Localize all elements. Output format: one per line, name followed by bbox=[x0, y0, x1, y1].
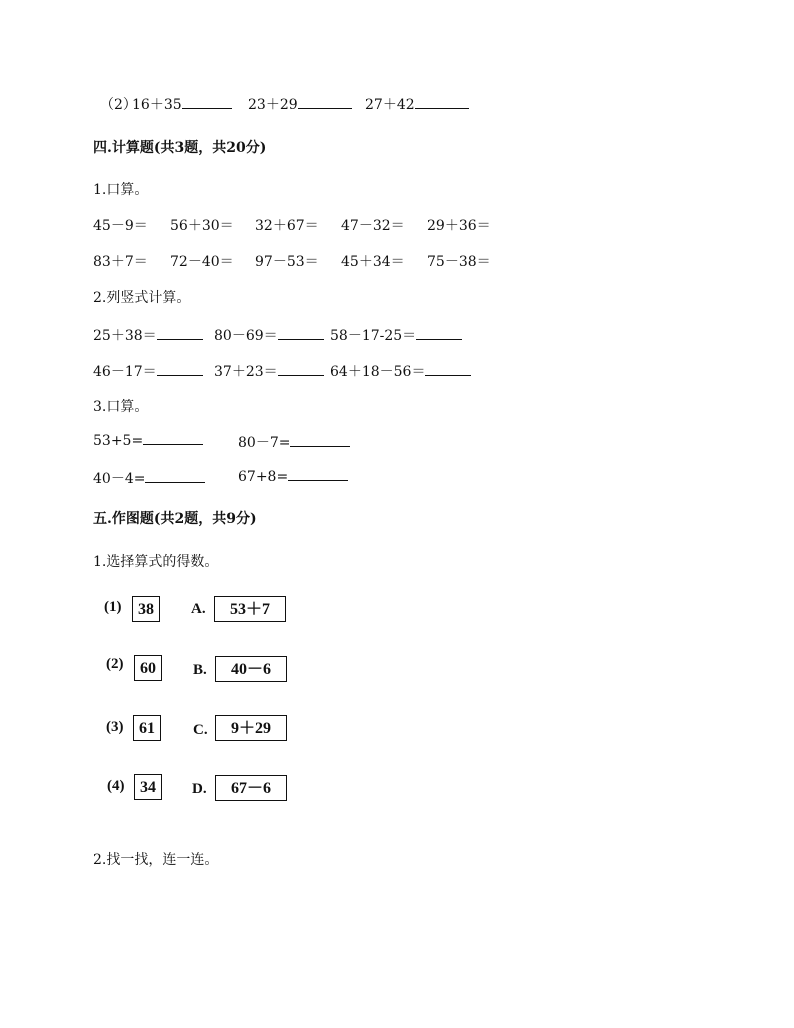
calc-item: 29＋36＝ bbox=[427, 218, 491, 234]
match-right-label: A. bbox=[191, 601, 206, 617]
calc-item: 72－40＝ bbox=[170, 254, 234, 270]
match-right-expr: 9＋29 bbox=[215, 715, 287, 741]
match-left-value: 61 bbox=[133, 715, 161, 741]
match-left-value: 38 bbox=[132, 596, 160, 622]
q2-label: （2） bbox=[100, 97, 137, 113]
calc-item: 83＋7＝ bbox=[93, 254, 148, 270]
q2-item: 16＋35 bbox=[132, 94, 232, 114]
calc-item: 58－17-25＝ bbox=[330, 325, 462, 345]
s4-q3-title: 3.口算。 bbox=[93, 399, 149, 415]
match-right-expr: 40－6 bbox=[215, 656, 287, 682]
section-5-title: 五.作图题(共2题，共9分) bbox=[93, 511, 257, 527]
section-4-title: 四.计算题(共3题，共20分) bbox=[93, 140, 267, 156]
calc-item: 46－17＝ bbox=[93, 361, 203, 381]
match-left-label: (4) bbox=[107, 778, 125, 794]
calc-item: 56＋30＝ bbox=[170, 218, 234, 234]
match-left-label: (1) bbox=[104, 599, 122, 615]
calc-item: 47－32＝ bbox=[341, 218, 405, 234]
calc-item: 80－7= bbox=[238, 432, 350, 452]
calc-item: 45＋34＝ bbox=[341, 254, 405, 270]
calc-item: 32＋67＝ bbox=[255, 218, 319, 234]
match-right-label: B. bbox=[193, 662, 207, 678]
calc-item: 53+5= bbox=[93, 432, 203, 449]
calc-item: 64＋18－56＝ bbox=[330, 361, 471, 381]
match-right-label: D. bbox=[192, 781, 207, 797]
calc-item: 80－69＝ bbox=[214, 325, 324, 345]
q2-item: 27＋42 bbox=[365, 94, 469, 114]
calc-item: 67+8= bbox=[238, 468, 348, 485]
calc-item: 25＋38＝ bbox=[93, 325, 203, 345]
s5-q1-title: 1.选择算式的得数。 bbox=[93, 554, 219, 570]
calc-item: 40－4= bbox=[93, 468, 205, 488]
match-left-value: 60 bbox=[134, 655, 162, 681]
calc-item: 97－53＝ bbox=[255, 254, 319, 270]
s4-q1-title: 1.口算。 bbox=[93, 182, 149, 198]
match-left-value: 34 bbox=[134, 774, 162, 800]
match-right-label: C. bbox=[193, 722, 208, 738]
calc-item: 45－9＝ bbox=[93, 218, 148, 234]
q2-item: 23＋29 bbox=[248, 94, 352, 114]
s5-q2-title: 2.找一找，连一连。 bbox=[93, 852, 219, 868]
s4-q2-title: 2.列竖式计算。 bbox=[93, 290, 191, 306]
match-right-expr: 67－6 bbox=[215, 775, 287, 801]
calc-item: 75－38＝ bbox=[427, 254, 491, 270]
match-right-expr: 53＋7 bbox=[214, 596, 286, 622]
match-left-label: (3) bbox=[106, 719, 124, 735]
calc-item: 37＋23＝ bbox=[214, 361, 324, 381]
match-left-label: (2) bbox=[106, 656, 124, 672]
